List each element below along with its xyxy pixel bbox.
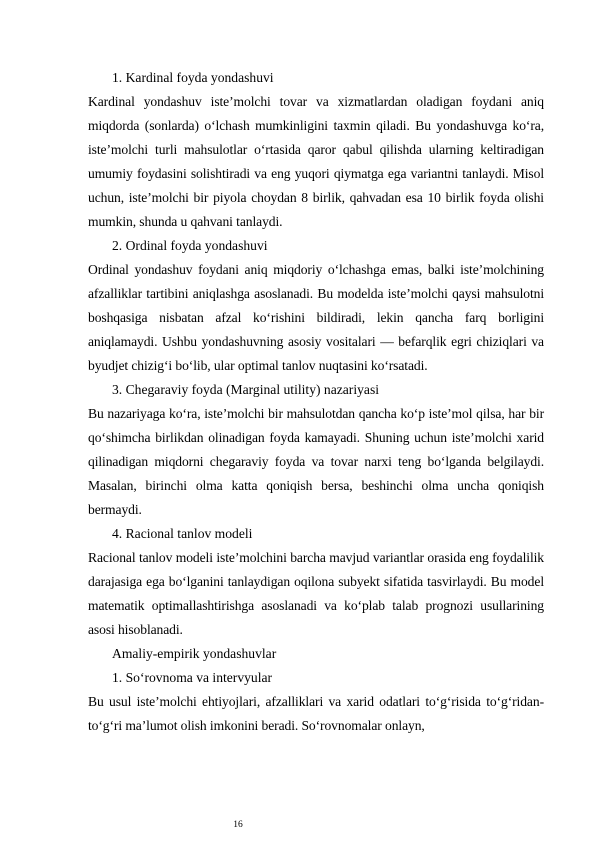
paragraph-kardinal: Kardinal yondashuv iste’molchi tovar va xizmatlardan oladigan foydani aniq miqdorda (sonlarda) o‘lchash mumkinligini taxmin qiladi. Bu yondashuvga ko‘ra, iste’molchi turli mahsulotlar o‘rtasida qaror qabul qilishda ularning keltiradigan umumiy foydasini solishtiradi va eng yuqori qiymatga ega variantni tanlaydi. Misol uchun, iste’molchi bir piyola choydan 8 birlik, qahvadan esa 10 birlik foyda olishi mumkin, shunda u qahvani tanlaydi. (88, 94, 544, 229)
page-number: 16 (233, 820, 243, 830)
section-heading-empirik: Amaliy-empirik yondashuvlar (112, 646, 277, 661)
document-page (88, 66, 544, 738)
section-heading-marginal: 3. Chegaraviy foyda (Marginal utility) nazariyasi (112, 382, 380, 397)
section-heading-kardinal: 1. Kardinal foyda yondashuvi (112, 70, 274, 85)
section-heading-racional: 4. Racional tanlov modeli (112, 526, 253, 541)
section-heading-sorovnoma: 1. So‘rovnoma va intervyular (112, 670, 273, 685)
paragraph-racional: Racional tanlov modeli iste’molchini barcha mavjud variantlar orasida eng foydalilik darajasiga ega bo‘lganini tanlaydigan oqilona subyekt sifatida tasvirlaydi. Bu model matematik optimallashtirishga asoslanadi va ko‘plab talab prognozi usullarining asosi hisoblanadi. (88, 550, 544, 637)
paragraph-marginal: Bu nazariyaga ko‘ra, iste’molchi bir mahsulotdan qancha ko‘p iste’mol qilsa, har bir qo‘shimcha birlikdan olinadigan foyda kamayadi. Shuning uchun iste’molchi xarid qilinadigan miqdorni chegaraviy foyda va tovar narxi teng bo‘lganda belgilaydi. Masalan, birinchi olma katta qoniqish bersa, beshinchi olma uncha qoniqish bermaydi. (88, 406, 544, 517)
paragraph-ordinal: Ordinal yondashuv foydani aniq miqdoriy o‘lchashga emas, balki iste’molchining afzalliklar tartibini aniqlashga asoslanadi. Bu modelda iste’molchi qaysi mahsulotni boshqasiga nisbatan afzal ko‘rishini bildiradi, lekin qancha farq borligini aniqlamaydi. Ushbu yondashuvning asosiy vositalari — befarqlik egri chiziqlari va byudjet chizig‘i bo‘lib, ular optimal tanlov nuqtasini ko‘rsatadi. (88, 262, 544, 373)
section-heading-ordinal: 2. Ordinal foyda yondashuvi (112, 238, 268, 253)
paragraph-sorovnoma: Bu usul iste’molchi ehtiyojlari, afzalliklari va xarid odatlari to‘g‘risida to‘g‘ridan-to‘g‘ri ma’lumot olish imkonini beradi. So‘rovnomalar onlayn, (88, 694, 544, 733)
